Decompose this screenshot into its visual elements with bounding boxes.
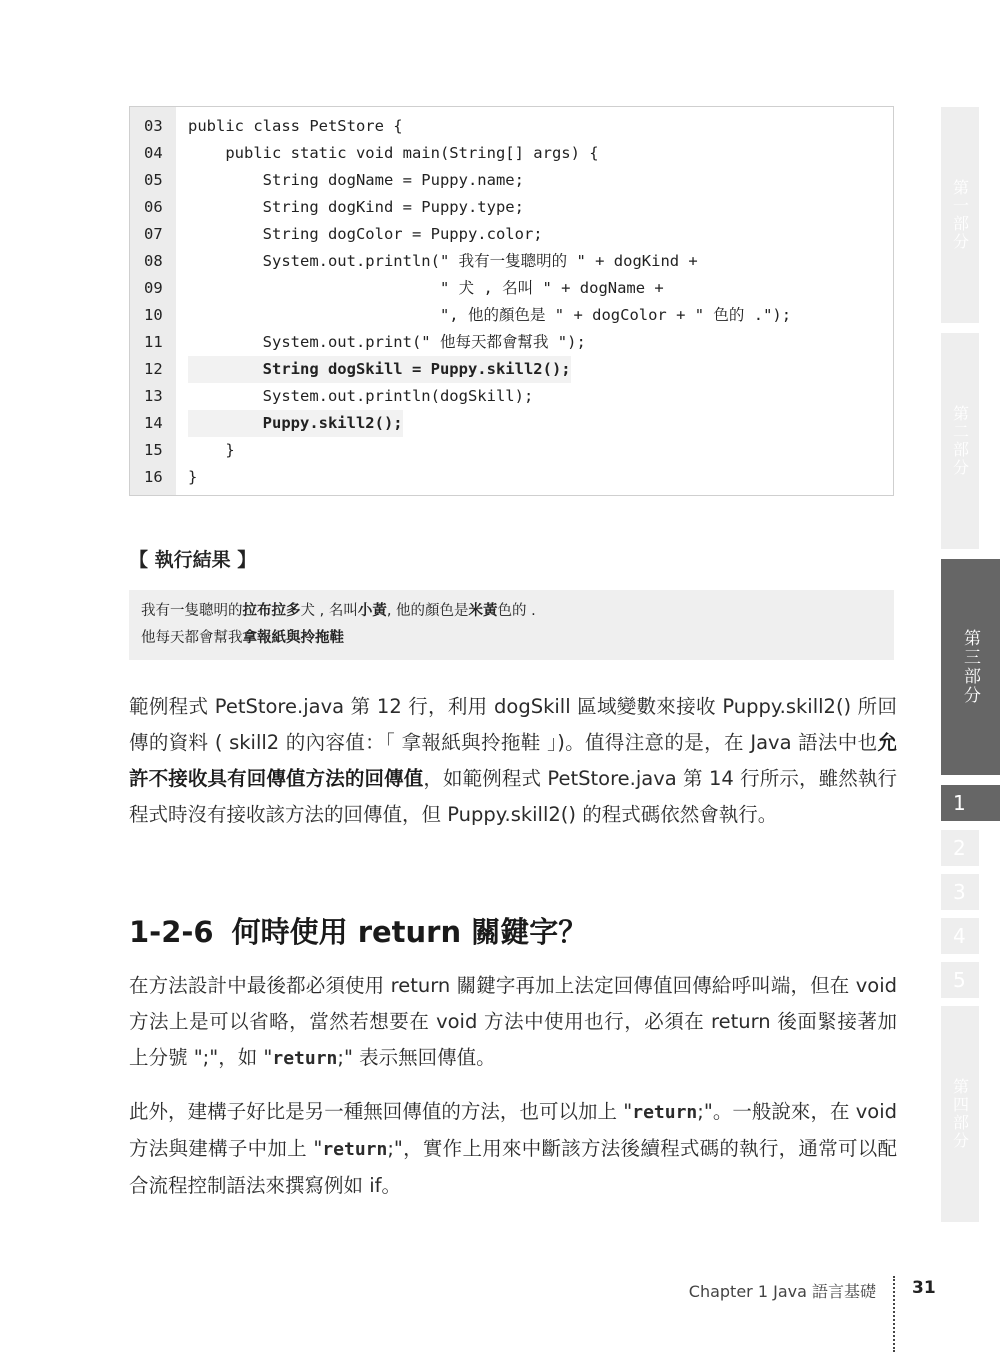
result-line-2: [141, 625, 882, 652]
code-text: }: [188, 441, 235, 459]
result-bold-text: 小黃: [357, 603, 387, 619]
side-tab-part-3[interactable]: [941, 559, 1000, 775]
result-bold-text: 米黃: [468, 603, 498, 619]
code-text: ", 他的顏色是 " + dogColor + " 色的 .");: [188, 306, 792, 324]
inline-code: return: [272, 1048, 338, 1069]
line-number: 05: [144, 171, 163, 189]
paragraph-bold-text: 允許不接收具有回傳值方法的回傳值: [129, 731, 897, 790]
paragraph-text: ;" 表示無回傳值。: [337, 1046, 496, 1069]
side-tab-label: 第三部分: [960, 629, 980, 705]
side-tab-label: 第二部分: [950, 405, 970, 477]
footer-divider: [893, 1276, 895, 1352]
line-number: 15: [144, 441, 163, 459]
code-text: public static void main(String[] args) {: [188, 144, 599, 162]
code-text: System.out.print(" 他每天都會幫我 ");: [188, 333, 586, 351]
result-output: [129, 590, 894, 660]
code-text: String dogName = Puppy.name;: [188, 171, 524, 189]
body-paragraph: [129, 968, 897, 1077]
code-text: System.out.println(" 我有一隻聰明的 " + dogKind +: [188, 252, 698, 270]
code-text: System.out.println(dogSkill);: [188, 387, 534, 405]
line-number: 10: [144, 306, 163, 324]
code-text: " 犬 , 名叫 " + dogName +: [188, 279, 664, 297]
paragraph-text: 範例程式 PetStore.java 第 12 行，利用 dogSkill 區域變數來接收 Puppy.skill2() 所回傳的資料 ( skill2 的內容值：「 拿報紙與拎拖鞋 」)。值得注意的是，在 Java 語法中也: [129, 695, 897, 754]
body-paragraph: [129, 1094, 897, 1204]
chapter-tab-3[interactable]: 3: [941, 874, 979, 910]
paragraph-text: ，如範例程式 PetStore.java 第 14 行所示，雖然執行程式時沒有接收該方法的回傳值，但 Puppy.skill2() 的程式碼依然會執行。: [129, 767, 897, 826]
code-text: String dogSkill = Puppy.skill2();: [188, 356, 571, 383]
line-number: 04: [144, 144, 163, 162]
side-tab-part-2[interactable]: [941, 333, 979, 549]
page-number: 31: [912, 1278, 936, 1298]
line-number: 13: [144, 387, 163, 405]
paragraph-text: ;"，實作上用來中斷該方法後續程式碼的執行，通常可以配合流程控制語法來撰寫例如 if。: [129, 1137, 897, 1197]
side-tab-part-4[interactable]: [941, 1006, 979, 1222]
code-text: Puppy.skill2();: [188, 410, 403, 437]
result-text: 犬 , 名叫: [300, 603, 358, 619]
code-listing: [129, 106, 894, 496]
section-title: 何時使用 return 關鍵字？: [231, 915, 588, 949]
line-number: 07: [144, 225, 163, 243]
side-tab-label: 第四部分: [950, 1078, 970, 1150]
chapter-tab-4[interactable]: 4: [941, 918, 979, 954]
line-number: 12: [144, 360, 163, 378]
line-number: 16: [144, 468, 163, 486]
side-tab-label: 第一部分: [950, 179, 970, 251]
chapter-tab-1[interactable]: 1: [941, 785, 1000, 821]
line-number: 08: [144, 252, 163, 270]
result-text: 他每天都會幫我: [141, 630, 243, 646]
line-number: 06: [144, 198, 163, 216]
side-tab-part-1[interactable]: [941, 107, 979, 323]
paragraph-text: ;"。一般說來，在 void 方法與建構子中加上 ": [129, 1100, 897, 1160]
code-text: public class PetStore {: [188, 117, 403, 135]
body-paragraph: [129, 689, 897, 833]
chapter-tab-2[interactable]: 2: [941, 830, 979, 866]
line-number: 11: [144, 333, 163, 351]
result-bold-text: 拉布拉多: [242, 603, 301, 619]
result-text: , 他的顏色是: [386, 603, 469, 619]
paragraph-text: 此外，建構子好比是另一種無回傳值的方法，也可以加上 ": [129, 1100, 633, 1123]
result-text: 色的 .: [497, 603, 536, 619]
code-text: }: [188, 468, 198, 486]
line-number: 09: [144, 279, 163, 297]
result-label: 【 執行結果 】: [129, 549, 257, 571]
result-bold-text: 拿報紙與拎拖鞋: [242, 630, 344, 646]
section-heading: [129, 910, 587, 951]
inline-code: return: [322, 1139, 388, 1160]
running-footer-chapter: Chapter 1 Java 語言基礎: [688, 1282, 876, 1301]
paragraph-text: 在方法設計中最後都必須使用 return 關鍵字再加上法定回傳值回傳給呼叫端，但在 void 方法上是可以省略，當然若想要在 void 方法中使用也行，必須在 return 後面緊接著加上分號 ";"，如 ": [129, 974, 897, 1069]
result-line-1: [141, 598, 882, 625]
section-number: 1-2-6: [129, 915, 214, 949]
result-text: 我有一隻聰明的: [141, 603, 243, 619]
line-number: 03: [144, 117, 163, 135]
inline-code: return: [632, 1102, 698, 1123]
code-text: String dogColor = Puppy.color;: [188, 225, 543, 243]
chapter-tab-5[interactable]: 5: [941, 962, 979, 998]
line-number: 14: [144, 414, 163, 432]
code-text: String dogKind = Puppy.type;: [188, 198, 524, 216]
